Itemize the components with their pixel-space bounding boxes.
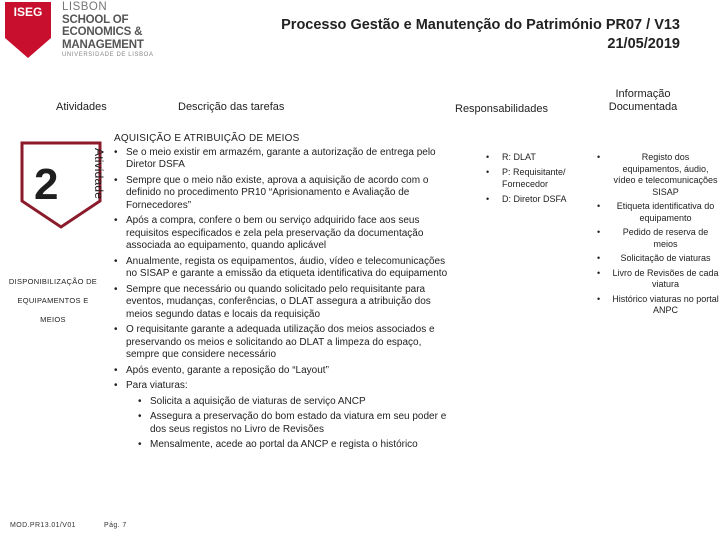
responsibilities-list bbox=[486, 151, 584, 208]
task-item: • Sempre que necessário ou quando solicitado pelo requisitante para eventos, mudanças, conferências, o DLAT assegura a atribuição dos meios segundo datas e locais da requisição bbox=[114, 284, 454, 322]
column-header-informacao bbox=[598, 88, 688, 114]
document-title-line-1: Processo Gestão e Manutenção do Património PR07 / V13 bbox=[281, 17, 680, 33]
vehicle-task-item: • Mensalmente, acede ao portal da ANCP e regista o histórico bbox=[138, 439, 454, 452]
document-title-date: 21/05/2019 bbox=[607, 36, 680, 52]
information-item: • Livro de Revisões de cada viatura bbox=[597, 268, 720, 291]
task-item: • Após evento, garante a reposição do “Layout” bbox=[114, 365, 454, 378]
logo-line-3: ECONOMICS & bbox=[62, 26, 143, 38]
logo-letter-1: ISEG bbox=[13, 5, 43, 19]
task-item: • O requisitante garante a adequada utilização dos meios associados e preservando os meios e solicitando ao DLAT a limpeza do espaço, sempre que considere necessário bbox=[114, 324, 454, 362]
task-item: • Anualmente, regista os equipamentos, áudio, vídeo e telecomunicações no SISAP e garante a emissão da etiqueta identificativa do equipamento bbox=[114, 256, 454, 281]
information-item: • Histórico viaturas no portal ANPC bbox=[597, 294, 720, 317]
activity-name-line-2: EQUIPAMENTOS E bbox=[17, 296, 89, 305]
task-description bbox=[114, 133, 454, 455]
responsibility-item: • R: DLAT bbox=[486, 151, 584, 163]
column-header-responsabilidades: Responsabilidades bbox=[455, 103, 548, 115]
column-header-informacao-line-1: Informação bbox=[615, 88, 671, 100]
information-item: • Pedido de reserva de meios bbox=[597, 227, 720, 250]
vehicle-task-list bbox=[126, 396, 454, 452]
task-item: • Se o meio existir em armazém, garante a autorização de entrega pelo Diretor DSFA bbox=[114, 147, 454, 172]
vehicle-task-item: • Solicita a aquisição de viaturas de serviço ANCP bbox=[138, 396, 454, 409]
activity-name-line-3: MEIOS bbox=[40, 315, 66, 324]
documented-information-list bbox=[597, 152, 720, 320]
logo-wordmark bbox=[62, 1, 144, 51]
logo-line-4: MANAGEMENT bbox=[62, 38, 144, 51]
task-item-label: Para viaturas: bbox=[126, 380, 188, 391]
task-item: • Sempre que o meio não existe, aprova a aquisição de acordo com o definido no procedimento PR10 “Aprisionamento e Avaliação de Fornecedores” bbox=[114, 175, 454, 213]
activity-badge bbox=[20, 141, 102, 229]
task-item: • Após a compra, confere o bem ou serviço adquirido face aos seus requisitos especificados e zela pela preservação da documentação associada ao equipamento, quando aplicável bbox=[114, 215, 454, 253]
column-header-informacao-line-2: Documentada bbox=[608, 101, 678, 113]
information-item: • Registo dos equipamentos, áudio, vídeo e telecomunicações SISAP bbox=[597, 152, 720, 198]
logo-line-2: SCHOOL OF bbox=[62, 13, 129, 26]
activity-name bbox=[6, 272, 100, 329]
activity-name-line-1: DISPONIBILIZAÇÃO DE bbox=[8, 277, 98, 286]
footer-page-number: Pág. 7 bbox=[104, 522, 127, 529]
responsibility-item: • D: Diretor DSFA bbox=[486, 193, 584, 205]
activity-number: 2 bbox=[34, 160, 59, 209]
logo-subtitle: UNIVERSIDADE DE LISBOA bbox=[62, 52, 154, 58]
responsibility-item: • P: Requisitante/ Fornecedor bbox=[486, 166, 584, 190]
logo-line-1: LISBON bbox=[62, 1, 108, 13]
column-header-descricao: Descrição das tarefas bbox=[178, 101, 285, 113]
information-item: • Etiqueta identificativa do equipamento bbox=[597, 201, 720, 224]
section-title: AQUISIÇÃO E ATRIBUIÇÃO DE MEIOS bbox=[114, 133, 300, 144]
vehicle-task-item: • Assegura a preservação do bom estado da viatura em seu poder e dos seus registos no Livro de Revisões bbox=[138, 411, 454, 436]
task-list bbox=[114, 147, 454, 452]
information-item: • Solicitação de viaturas bbox=[597, 253, 720, 265]
column-header-atividades: Atividades bbox=[56, 101, 107, 113]
footer-document-code: MOD.PR13.01/V01 bbox=[10, 522, 76, 529]
document-title bbox=[220, 16, 680, 54]
task-item bbox=[114, 380, 454, 452]
iseg-logo bbox=[2, 0, 54, 60]
activity-label: Atividade bbox=[92, 148, 106, 200]
